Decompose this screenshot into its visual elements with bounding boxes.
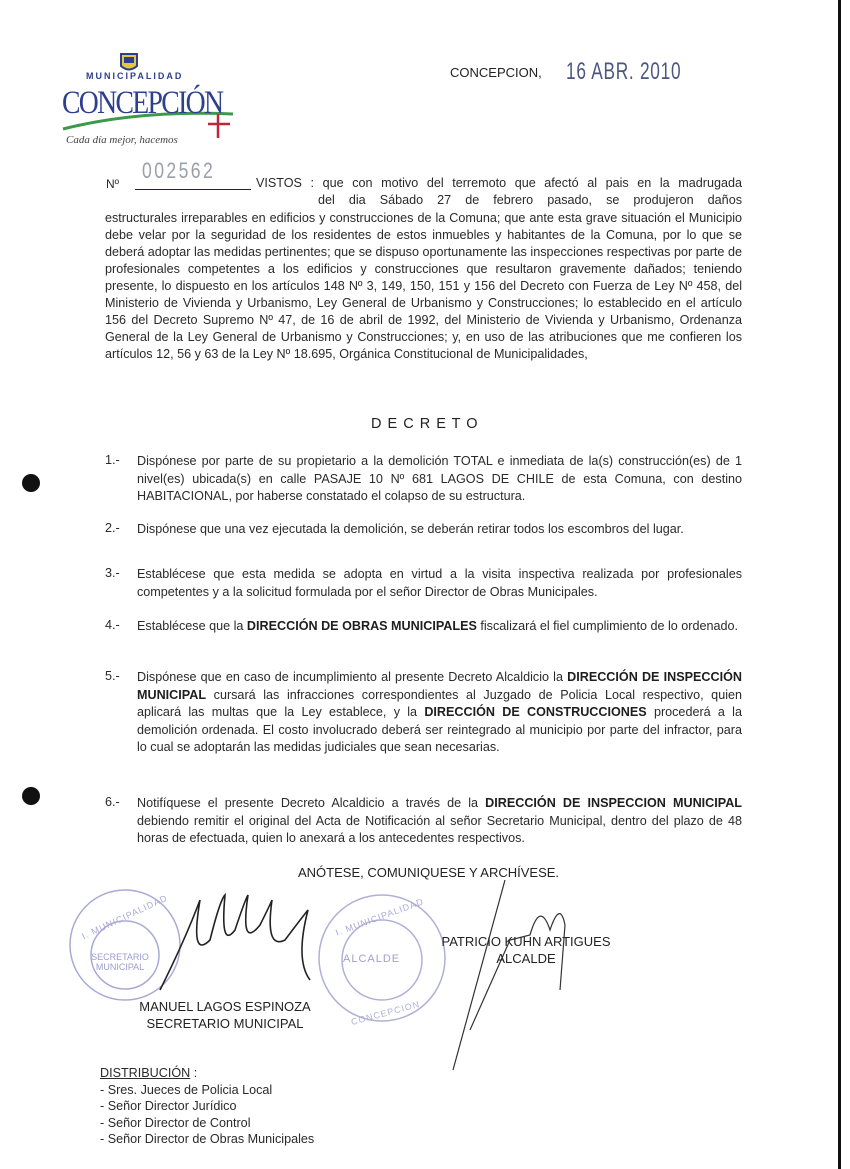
decreto-title: D E C R E T O xyxy=(371,416,479,432)
logo-slogan: Cada día mejor, hacemos xyxy=(66,134,178,146)
secretary-title: SECRETARIO MUNICIPAL xyxy=(146,1016,304,1031)
distribution-item: - Sres. Jueces de Policia Local xyxy=(100,1082,273,1097)
municipality-logo xyxy=(58,52,243,152)
number-underline xyxy=(135,189,251,190)
text-segment: fiscalizará el fiel cumplimiento de lo ordenado. xyxy=(476,619,738,633)
secretary-signature-block xyxy=(120,998,330,1032)
date-stamp: 16 ABR. 2010 xyxy=(566,58,682,85)
item-text xyxy=(137,669,742,757)
text-segment: Dispónese que una vez ejecutada la demolición, se deberán retirar todos los escombros del lugar. xyxy=(137,522,684,536)
bold-entity: DIRECCIÓN DE INSPECCIÓN MUNICIPAL xyxy=(137,670,742,702)
bold-entity: DIRECCIÓN DE OBRAS MUNICIPALES xyxy=(246,619,477,633)
vistos-body: estructurales irreparables en edificios y construcciones de la Comuna; que ante esta grave situación el Municipio debe velar por la seguridad de los residentes de estos inmuebles y habitantes de la Comuna, por lo que se deberá adoptar las medidas pertinentes; que se dispuso oportunamente las inspecciones respectivas por parte de profesionales competentes a los edificios y construcciones que resultaron gravemente dañados; teniendo presente, lo dispuesto en los artículos 148 Nº 3, 149, 150, 151 y 156 del Decreto con Fuerza de Ley Nº 458, del Ministerio de Vivienda y Urbanismo, Ley General de Urbanismo y Construcciones; lo establecido en el artículo 156 del Decreto Supremo Nº 47, de 16 de abril de 1992, del Ministerio de Vivienda y Urbanismo, Ordenanza General de la Ley General de Urbanismo y Construcciones; y, en uso de las atribuciones que me confieren los artículos 12, 56 y 63 de la Ley Nº 18.695, Orgánica Constitucional de Municipalidades, xyxy=(105,211,742,361)
text-segment: Dispónese por parte de su propietario a la demolición TOTAL e inmediata de la(s) construcción(es) de 1 nivel(es) ubicada(s) en calle PASAJE 10 Nº 681 LAGOS DE CHILE de esta Comuna, con destino HABITACIONAL, por haberse constatado el colapso de su estructura. xyxy=(137,454,742,503)
vistos-line-1: VISTOS : que con motivo del terremoto que afectó al pais en la madrugada xyxy=(256,176,742,190)
bold-entity: DIRECCIÓN DE CONSTRUCCIONES xyxy=(424,705,647,719)
mayor-signature-block xyxy=(436,933,616,967)
mayor-stamp-bottom: CONCEPCION xyxy=(349,998,422,1028)
punch-hole xyxy=(22,474,40,492)
item-text xyxy=(137,453,742,506)
closing-formula: ANÓTESE, COMUNIQUESE Y ARCHÍVESE. xyxy=(298,865,560,880)
text-segment: Establécese que la xyxy=(137,619,247,633)
distribution-suffix: : xyxy=(190,1066,198,1080)
text-segment: Establécese que esta medida se adopta en virtud a la visita inspectiva realizada por profesionales competentes y a la solicitud formulada por el señor Director de Obras Municipales. xyxy=(137,567,742,599)
city-label: CONCEPCION, xyxy=(450,65,542,80)
item-number: 5.- xyxy=(105,669,120,683)
mayor-name: PATRICIO KUHN ARTIGUES xyxy=(441,934,611,949)
item-number: 3.- xyxy=(105,566,120,580)
bold-entity: DIRECCIÓN DE INSPECCION MUNICIPAL xyxy=(485,796,743,810)
item-text xyxy=(137,566,742,601)
decree-number: 002562 xyxy=(142,158,216,183)
item-number: 2.- xyxy=(105,521,120,535)
text-segment: debiendo remitir el original del Acta de Notificación al señor Secretario Municipal, dentro del plazo de 48 horas de efectuada, quien lo anexará a los antecedentes respectivos. xyxy=(137,813,742,845)
scan-edge xyxy=(838,0,841,1169)
distribution-item: - Señor Director Jurídico xyxy=(100,1099,237,1114)
mayor-signature xyxy=(453,880,565,1070)
item-number: 6.- xyxy=(105,795,120,809)
distribution-block xyxy=(100,1065,314,1148)
text-segment: cursará las infracciones correspondientes al Juzgado de Policia Local respectivo, quien aplicará las multas que la Ley establece, y la xyxy=(137,687,742,719)
text-segment: procederá a la demolición ordenada. El costo involucrado deberá ser reintegrado al municipio por parte del infractor, para lo cual se adoptarán las medidas judiciales que sean necesarias. xyxy=(137,705,742,754)
distribution-item: - Señor Director de Obras Municipales xyxy=(100,1132,315,1147)
logo-top-text: MUNICIPALIDAD xyxy=(86,71,184,81)
secretary-stamp-text: SECRETARIO MUNICIPAL xyxy=(91,952,149,972)
punch-hole xyxy=(22,787,40,805)
mayor-stamp-ring: I. MUNICIPALIDAD xyxy=(334,896,426,938)
secretary-name: MANUEL LAGOS ESPINOZA xyxy=(139,999,311,1014)
item-text xyxy=(137,618,742,636)
item-number: 4.- xyxy=(105,618,120,632)
mayor-stamp-text: ALCALDE xyxy=(343,953,401,965)
logo-name: CONCEPCIÓN xyxy=(62,85,223,121)
vistos-line-2: del dia Sábado 27 de febrero pasado, se produjeron daños xyxy=(318,193,742,207)
mayor-title: ALCALDE xyxy=(496,951,556,966)
item-number: 1.- xyxy=(105,453,120,467)
text-segment: Dispónese que en caso de incumplimiento al presente Decreto Alcaldicio la xyxy=(137,670,568,684)
secretary-stamp-ring: I. MUNICIPALIDAD xyxy=(80,892,170,942)
distribution-item: - Señor Director de Control xyxy=(100,1115,251,1130)
secretary-signature xyxy=(160,895,310,990)
distribution-heading: DISTRIBUCIÓN xyxy=(100,1066,191,1080)
number-label: Nº xyxy=(106,177,120,191)
item-text xyxy=(137,795,742,848)
text-segment: Notifíquese el presente Decreto Alcaldicio a través de la xyxy=(137,796,486,810)
item-text xyxy=(137,521,742,539)
